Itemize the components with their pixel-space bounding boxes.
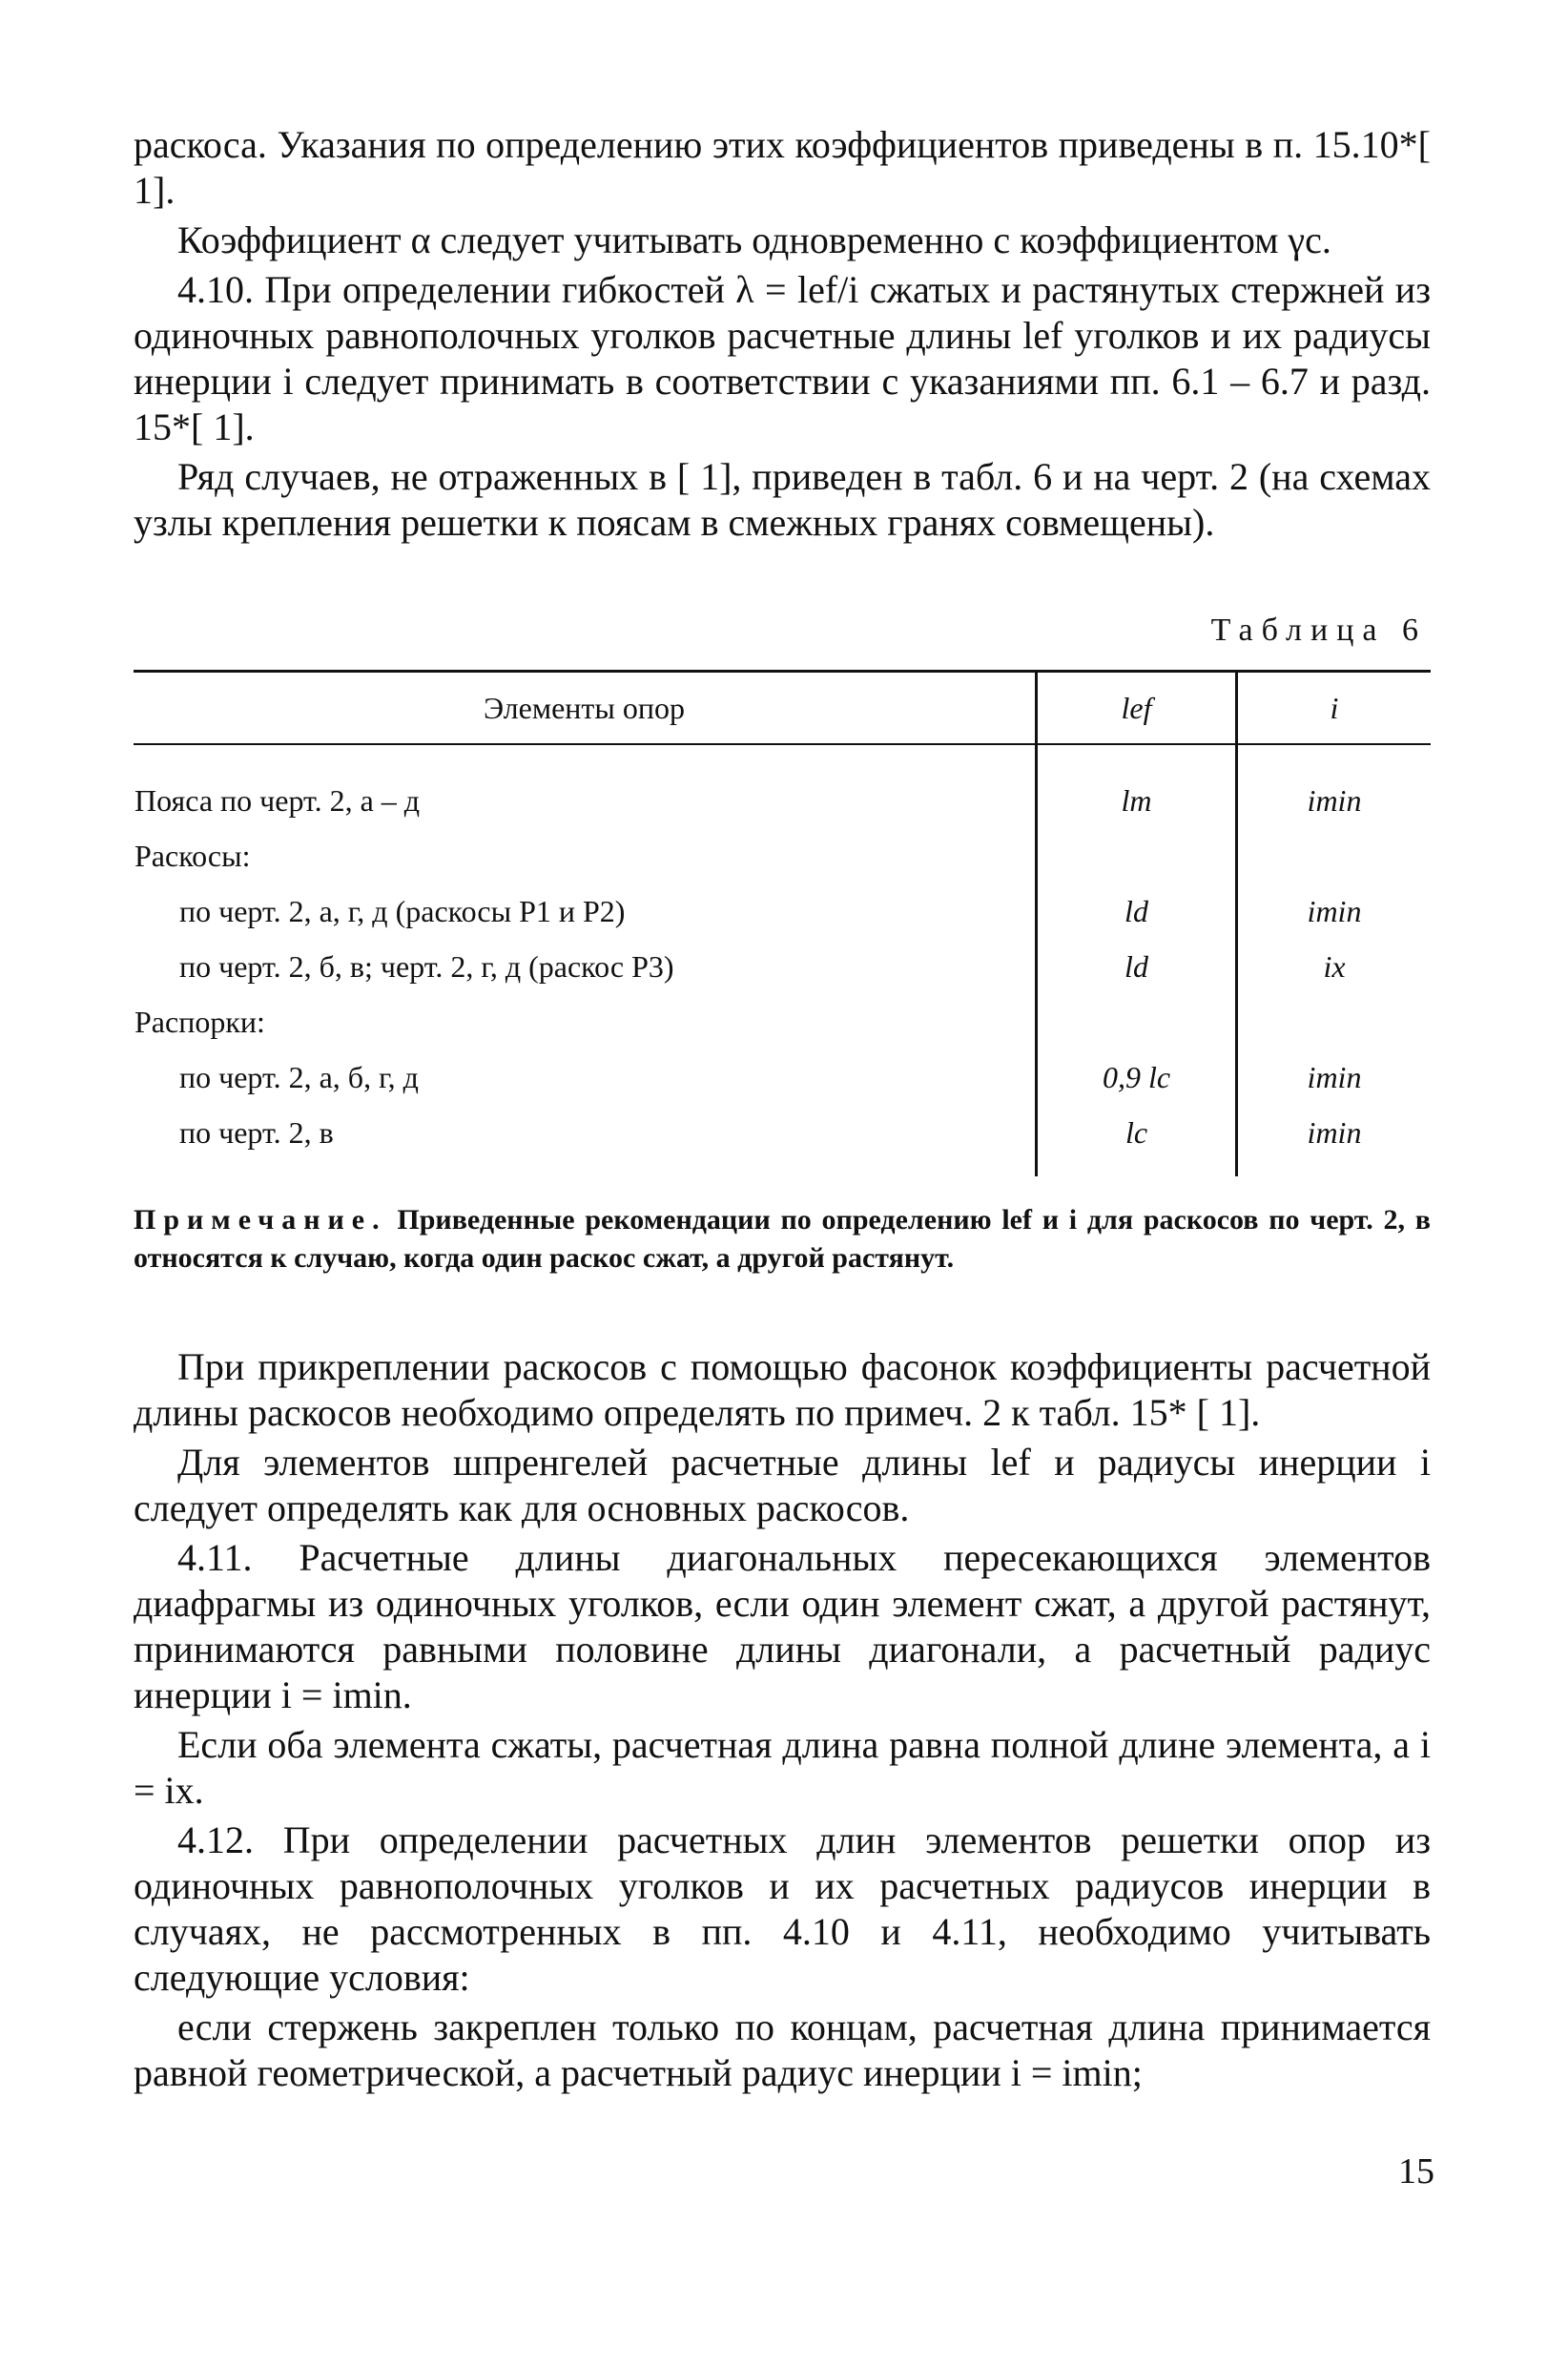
row-i: imin bbox=[1307, 1059, 1362, 1094]
header-i: i bbox=[1237, 672, 1432, 745]
note-text: Приведенные рекомендации по определению lef и i для раскосов по черт. 2, в относятся к случаю, когда один раскос сжат, а другой растянут. bbox=[134, 1204, 1431, 1274]
table-note bbox=[134, 1201, 1431, 1277]
paragraph-alpha-coefficient: Коэффициент α следует учитывать одновременно с коэффициентом γc. bbox=[177, 218, 1331, 261]
row-label: Пояса по черт. 2, а – д bbox=[134, 782, 421, 818]
row-lef: lm bbox=[1037, 744, 1237, 828]
table-caption: Таблица 6 bbox=[1210, 613, 1427, 648]
row-label: по черт. 2, в bbox=[179, 1114, 334, 1150]
paragraph-both-compressed: Если оба элемента сжаты, расчетная длина равна полной длине элемента, а i = ix. bbox=[134, 1723, 1431, 1812]
row-label: Распорки: bbox=[134, 1004, 265, 1039]
document-page bbox=[134, 122, 1431, 2096]
paragraph-sprengel: Для элементов шпренгелей расчетные длины lef и радиусы инерции i следует определять как для основных раскосов. bbox=[134, 1441, 1431, 1529]
row-label: Раскосы: bbox=[134, 838, 251, 873]
row-i: imin bbox=[1307, 782, 1362, 818]
table-6 bbox=[134, 670, 1431, 1176]
row-i: ix bbox=[1323, 948, 1346, 984]
header-elements: Элементы опор bbox=[134, 672, 1037, 745]
table-row bbox=[134, 939, 1431, 994]
row-i: imin bbox=[1307, 1114, 1362, 1150]
paragraph-cases: Ряд случаев, не отраженных в [ 1], приведен в табл. 6 и на черт. 2 (на схемах узлы крепления решетки к поясам в смежных гранях совмещены). bbox=[134, 455, 1431, 544]
row-i: imin bbox=[1307, 893, 1362, 928]
row-label: по черт. 2, а, г, д (раскосы P1 и P2) bbox=[179, 893, 626, 928]
row-lef: lc bbox=[1037, 1105, 1237, 1176]
row-label: по черт. 2, а, б, г, д bbox=[179, 1059, 419, 1094]
page-number: 15 bbox=[1398, 2151, 1434, 2191]
row-lef: 0,9 lc bbox=[1037, 1049, 1237, 1105]
row-lef: ld bbox=[1037, 939, 1237, 994]
row-i bbox=[1237, 994, 1432, 1049]
row-lef bbox=[1037, 994, 1237, 1049]
paragraph-ends-fixed: если стержень закреплен только по концам, расчетная длина принимается равной геометрической, а расчетный радиус инерции i = imin; bbox=[134, 2005, 1431, 2094]
table-row bbox=[134, 828, 1431, 883]
table-row bbox=[134, 1105, 1431, 1176]
paragraph-4-12: 4.12. При определении расчетных длин элементов решетки опор из одиночных равнополочных уголков и их расчетных радиусов инерции в случаях, не рассмотренных в пп. 4.10 и 4.11, необходимо учитывать следующие условия: bbox=[134, 1818, 1431, 1999]
header-lef: lef bbox=[1037, 672, 1237, 745]
note-label: Примечание. bbox=[134, 1204, 387, 1236]
table-row bbox=[134, 883, 1431, 939]
paragraph-4-11: 4.11. Расчетные длины диагональных пересекающихся элементов диафрагмы из одиночных уголков, если один элемент сжат, а другой растянут, принимаются равными половине длины диагонали, а расчетный радиус инерции i = imin. bbox=[134, 1536, 1431, 1716]
table-header-row bbox=[134, 672, 1431, 745]
table-row bbox=[134, 994, 1431, 1049]
paragraph-4-10: 4.10. При определении гибкостей λ = lef/i сжатых и растянутых стержней из одиночных равнополочных уголков расчетные длины lef уголков и их радиусы инерции i следует принимать в соответствии с указаниями пп. 6.1 – 6.7 и разд. 15*[ 1]. bbox=[134, 268, 1431, 448]
row-lef: ld bbox=[1037, 883, 1237, 939]
row-lef bbox=[1037, 828, 1237, 883]
paragraph-gussets: При прикреплении раскосов с помощью фасонок коэффициенты расчетной длины раскосов необходимо определять по примеч. 2 к табл. 15* [ 1]. bbox=[134, 1345, 1431, 1434]
row-label: по черт. 2, б, в; черт. 2, г, д (раскос P3) bbox=[179, 948, 674, 984]
paragraph-continuation: раскоса. Указания по определению этих коэффициентов приведены в п. 15.10*[ 1]. bbox=[134, 123, 1431, 212]
table-row bbox=[134, 744, 1431, 828]
row-i bbox=[1237, 828, 1432, 883]
table-row bbox=[134, 1049, 1431, 1105]
